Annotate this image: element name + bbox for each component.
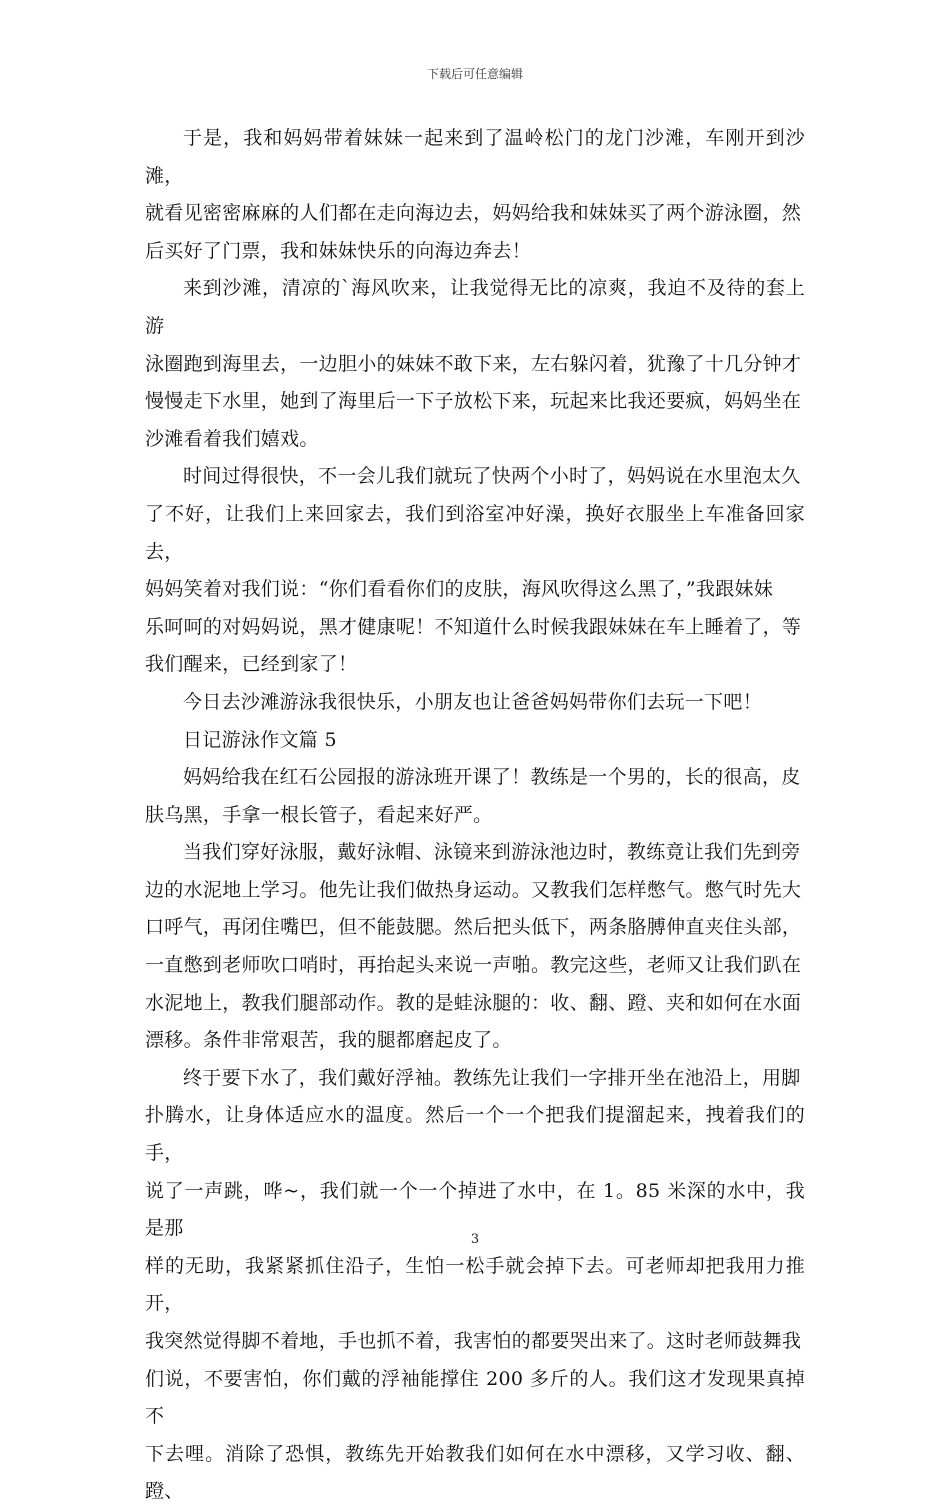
paragraph: 当我们穿好泳服，戴好泳帽、泳镜来到游泳池边时，教练竟让我们先到旁 边的水泥地上学习。他先让我们做热身运动。又教我们怎样憋气。憋气时先大 口呼气，再闭住嘴巴，但不能鼓腮。然后把头低下，两条胳膊伸直夹住头部， 一直憋到老师吹口哨时，再抬起头来说一声啪。教完这些，老师又让我们趴在 水泥地上，教我们腿部动作。教的是蛙泳腿的：收、翻、蹬、夹和如何在水面 漂移。条件非常艰苦，我的腿都磨起皮了。 (145, 841, 802, 1052)
paragraph: 时间过得很快，不一会儿我们就玩了快两个小时了，妈妈说在水里泡太久 了不好，让我们上来回家去，我们到浴室冲好澡，换好衣服坐上车准备回家去， 妈妈笑着对我们说：“你们看看你们的皮肤，海风吹得这么黑了，”我跟妹妹 乐呵呵的对妈妈说，黑才健康呢！不知道什么时候我跟妹妹在车上睡着了，等 我们醒来，已经到家了！ (145, 465, 805, 676)
page-header-note: 下载后可任意编辑 (426, 67, 523, 81)
document-body (145, 120, 805, 1511)
paragraph: 来到沙滩，清凉的`海风吹来，让我觉得无比的凉爽，我迫不及待的套上游 泳圈跑到海里去，一边胆小的妹妹不敢下来，左右躲闪着，犹豫了十几分钟才 慢慢走下水里，她到了海里后一下子放松下来，玩起来比我还要疯，妈妈坐在 沙滩看着我们嬉戏。 (145, 277, 805, 450)
paragraph: 今日去沙滩游泳我很快乐，小朋友也让爸爸妈妈带你们去玩一下吧！ (183, 690, 763, 713)
paragraph: 于是，我和妈妈带着妹妹一起来到了温岭松门的龙门沙滩，车刚开到沙滩， 就看见密密麻麻的人们都在走向海边去，妈妈给我和妹妹买了两个游泳圈，然 后买好了门票，我和妹妹快乐的向海边奔去！ (145, 127, 805, 262)
section-heading: 日记游泳作文篇 5 (183, 728, 337, 751)
page-number: 3 (470, 1232, 480, 1247)
paragraph: 妈妈给我在红石公园报的游泳班开课了！教练是一个男的，长的很高，皮 肤乌黑，手拿一根长管子，看起来好严。 (145, 766, 801, 826)
paragraph: 终于要下水了，我们戴好浮袖。教练先让我们一字排开坐在池沿上，用脚 扑腾水，让身体适应水的温度。然后一个一个把我们提溜起来，拽着我们的手， 说了一声跳，哗~，我们就一个一个掉进了水中，在 1。85 米深的水中，我是那 样的无助，我紧紧抓住沿子，生怕一松手就会掉下去。可老师却把我用力推开， 我突然觉得脚不着地，手也抓不着，我害怕的都要哭出来了。这时老师鼓舞我 们说，不要害怕，你们戴的浮袖能撑住 200 多斤的人。我们这才发现果真掉不 下去哩。消除了恐惧，教练先开始教我们如何在水中漂移，又学习收、翻、蹬、 (145, 1066, 805, 1503)
